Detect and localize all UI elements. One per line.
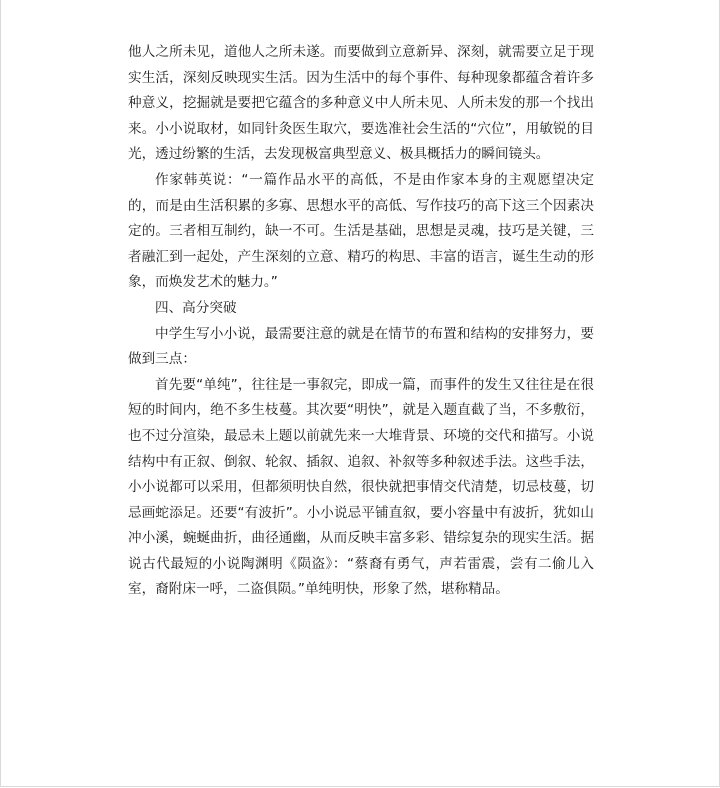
section-heading: 四、高分突破 bbox=[155, 299, 237, 316]
paragraph-three-points: 首先要“单纯”，往往是一事叙完，即成一篇，而事件的发生又往往是在很短的时间内，绝不多生枝蔓。其次要“明快”，就是入题直截了当，不多敷衍，也不过分渲染，最忌未上题以前就先来一大堆背景、环境的交代和描写。小说结构中有正叙、倒叙、轮叙、插叙、追叙、补叙等多种叙述手法。这些手法，小小说都可以采用，但都须明快自然，很快就把事情交代清楚，切忌枝蔓，切忌画蛇添足。还要“有波折”。小小说忌平铺直叙，要小容量中有波折，犹如山冲小溪，蜿蜒曲折，曲径通幽，从而反映丰富多彩、错综复杂的现实生活。据说古代最短的小说陶渊明《陨盗》：“蔡裔有勇气，声若雷震，尝有二偷儿入室，裔附床一呼，二盗俱陨。”单纯明快，形象了然，堪称精品。 bbox=[128, 376, 594, 598]
document-body bbox=[128, 40, 594, 603]
paragraph-continued-intro: 他人之所未见，道他人之所未遂。而要做到立意新异、深刻，就需要立足于现实生活，深刻反映现实生活。因为生活中的每个事件、每种现象都蕴含着许多种意义，挖掘就是要把它蕴含的多种意义中人所未见、人所未发的那一个找出来。小小说取材，如同针灸医生取穴，要选准社会生活的“穴位”，用敏锐的目光，透过纷繁的生活，去发现极富典型意义、极具概括力的瞬间镜头。 bbox=[128, 44, 594, 163]
paragraph-quote-han-ying: 作家韩英说：“一篇作品水平的高低，不是由作家本身的主观愿望决定的，而是由生活积累的多寡、思想水平的高低、写作技巧的高下这三个因素决定的。三者相互制约，缺一不可。生活是基础，思想是灵魂，技巧是关键，三者融汇到一起处，产生深刻的立意、精巧的构思、丰富的语言，诞生生动的形象，而焕发艺术的魅力。” bbox=[128, 171, 594, 291]
paragraph-requirements: 中学生写小小说，最需要注意的就是在情节的布置和结构的安排努力，要做到三点： bbox=[128, 325, 594, 368]
